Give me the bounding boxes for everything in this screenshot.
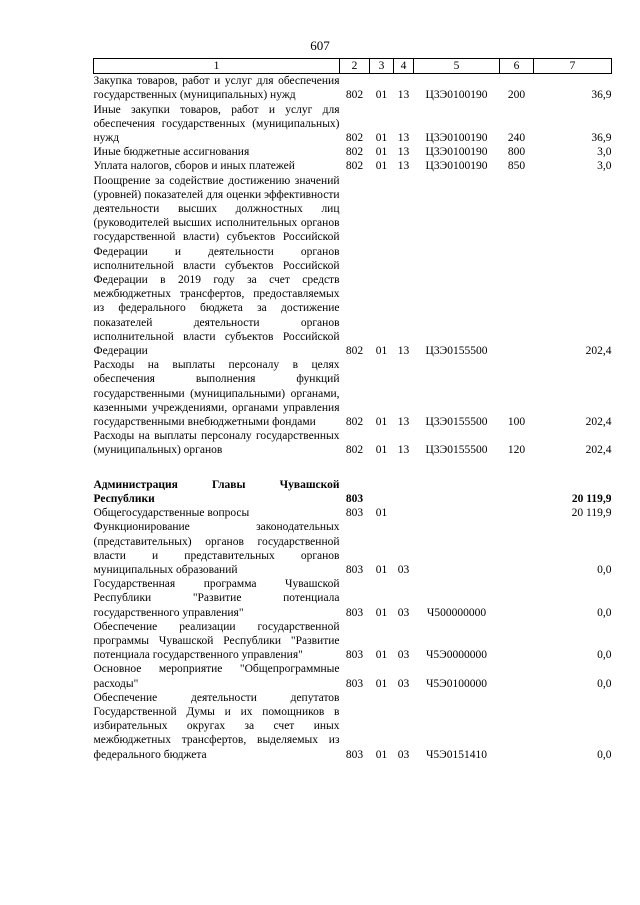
- expense-type-code: [500, 520, 534, 577]
- ministry-code: 803: [345, 507, 364, 520]
- amount-value: 0,0: [597, 748, 612, 761]
- column-header: 2: [340, 59, 370, 74]
- subsection-code: 13: [397, 160, 410, 173]
- table-body: [94, 74, 612, 762]
- row-name: Функционирование законодательных (представительных) органов государственной власти и представительных органов муниципальных образований: [93, 521, 340, 576]
- ministry-code: 803: [345, 677, 364, 690]
- ministry-code: 802: [345, 345, 364, 358]
- spacer-row: [94, 458, 612, 478]
- row-name: Обеспечение деятельности депутатов Государственной Думы и их помощников в избирательных округах за счет иных межбюджетных трансфертов, выделяемых из федерального бюджета: [93, 691, 340, 761]
- expense-type-code: 120: [507, 444, 526, 457]
- row-name: Обеспечение реализации государственной программы Чувашской Республики "Развитие потенциала государственного управления": [93, 620, 340, 662]
- target-article-code: Ч5Э0000000: [425, 649, 488, 662]
- column-header: 5: [414, 59, 500, 74]
- expense-type-code: [500, 691, 534, 762]
- amount-value: 36,9: [591, 132, 612, 145]
- table-row: [94, 74, 612, 103]
- subsection-code: 03: [397, 606, 410, 619]
- target-article-code: [414, 478, 500, 506]
- table-header-row: [94, 59, 612, 74]
- section-code: 01: [375, 649, 388, 662]
- target-article-code: Ц3Э0100190: [425, 89, 488, 102]
- target-article-code: Ч500000000: [426, 606, 487, 619]
- section-code: 01: [375, 606, 388, 619]
- target-article-code: Ц3Э0100190: [425, 132, 488, 145]
- section-code: 01: [375, 563, 388, 576]
- expense-type-code: [500, 577, 534, 620]
- subsection-code: 13: [397, 132, 410, 145]
- expense-type-code: 200: [507, 89, 526, 102]
- target-article-code: Ц3Э0155500: [425, 416, 488, 429]
- table-row: [94, 358, 612, 429]
- section-code: 01: [375, 132, 388, 145]
- row-name: Иные бюджетные ассигнования: [93, 146, 250, 159]
- subsection-code: 03: [397, 677, 410, 690]
- section-code: 01: [375, 444, 388, 457]
- subsection-code: 03: [397, 563, 410, 576]
- row-name: Иные закупки товаров, работ и услуг для обеспечения государственных (муниципальных) нужд: [93, 103, 340, 145]
- subsection-code: [394, 478, 414, 506]
- target-article-code: Ч5Э0151410: [425, 748, 488, 761]
- target-article-code: [414, 506, 500, 520]
- amount-value: 0,0: [597, 563, 612, 576]
- row-name: Администрация Главы Чувашской Республики: [93, 478, 340, 505]
- table-row: [94, 506, 612, 520]
- amount-value: 202,4: [585, 345, 612, 358]
- subsection-code: 03: [397, 748, 410, 761]
- amount-value: 0,0: [597, 677, 612, 690]
- table-row: [94, 145, 612, 159]
- ministry-code: 802: [345, 146, 364, 159]
- amount-value: 3,0: [597, 146, 612, 159]
- target-article-code: Ц3Э0155500: [425, 345, 488, 358]
- table-row: [94, 429, 612, 457]
- expense-type-code: [500, 662, 534, 690]
- table-row: [94, 520, 612, 577]
- section-code: 01: [375, 677, 388, 690]
- section-code: 01: [375, 748, 388, 761]
- table-row: [94, 174, 612, 359]
- ministry-code: 802: [345, 444, 364, 457]
- table-row: [94, 577, 612, 620]
- ministry-code: 803: [345, 492, 364, 505]
- amount-value: 0,0: [597, 606, 612, 619]
- expense-type-code: 850: [507, 160, 526, 173]
- ministry-code: 803: [345, 649, 364, 662]
- spacer-cell: [94, 458, 612, 478]
- amount-value: 202,4: [585, 416, 612, 429]
- row-name: Уплата налогов, сборов и иных платежей: [93, 160, 295, 173]
- table-row: [94, 662, 612, 690]
- row-name: Государственная программа Чувашской Республики "Развитие потенциала государственного управления": [93, 578, 340, 619]
- row-name: Поощрение за содействие достижению значений (уровней) показателей для оценки эффективности деятельности высших должностных лиц (руководителей высших исполнительных органов государственной власти) субъектов Российской Федерации и деятельности органов исполнительной власти субъектов Российской Федерации в 2019 году за счет средств межбюджетных трансфертов, предоставляемых из федерального бюджета за достижение показателей деятельности органов исполнительной власти субъектов Российской Федерации: [93, 174, 340, 358]
- section-code: [370, 478, 394, 506]
- expense-type-code: 240: [507, 132, 526, 145]
- row-name: Расходы на выплаты персоналу государственных (муниципальных) органов: [93, 430, 340, 457]
- expense-type-code: [500, 174, 534, 359]
- subsection-code: 13: [397, 444, 410, 457]
- expense-type-code: [500, 478, 534, 506]
- expense-type-code: [500, 506, 534, 520]
- subsection-code: 13: [397, 146, 410, 159]
- target-article-code: Ц3Э0100190: [425, 160, 488, 173]
- row-name: Расходы на выплаты персоналу в целях обеспечения выполнения функций государственными (муниципальными) органами, казенными учреждениями, органами управления государственными внебюджетными фондами: [93, 359, 340, 429]
- amount-value: 20 119,9: [571, 492, 612, 505]
- expense-type-code: 800: [507, 146, 526, 159]
- amount-value: 202,4: [585, 444, 612, 457]
- amount-value: 36,9: [591, 89, 612, 102]
- target-article-code: Ц3Э0100190: [425, 146, 488, 159]
- ministry-code: 803: [345, 563, 364, 576]
- section-code: 01: [375, 146, 388, 159]
- budget-table: [93, 58, 612, 762]
- subsection-code: 13: [397, 345, 410, 358]
- table-row: [94, 159, 612, 173]
- table-row: [94, 620, 612, 663]
- table-row: [94, 478, 612, 506]
- row-name: Закупка товаров, работ и услуг для обеспечения государственных (муниципальных) нужд: [93, 75, 340, 102]
- target-article-code: [414, 520, 500, 577]
- ministry-code: 802: [345, 132, 364, 145]
- section-code: 01: [375, 416, 388, 429]
- ministry-code: 802: [345, 89, 364, 102]
- subsection-code: [394, 506, 414, 520]
- column-header: 1: [94, 59, 340, 74]
- page-number: 607: [310, 38, 330, 53]
- row-name: Основное мероприятие "Общепрограммные расходы": [93, 663, 340, 690]
- ministry-code: 802: [345, 160, 364, 173]
- section-code: 01: [375, 89, 388, 102]
- target-article-code: Ч5Э0100000: [425, 677, 488, 690]
- ministry-code: 803: [345, 748, 364, 761]
- subsection-code: 13: [397, 416, 410, 429]
- subsection-code: 03: [397, 649, 410, 662]
- ministry-code: 803: [345, 606, 364, 619]
- column-header: 6: [500, 59, 534, 74]
- expense-type-code: 100: [507, 416, 526, 429]
- column-header: 3: [370, 59, 394, 74]
- section-code: 01: [375, 160, 388, 173]
- subsection-code: 13: [397, 89, 410, 102]
- expense-type-code: [500, 620, 534, 663]
- amount-value: 20 119,9: [571, 507, 612, 520]
- target-article-code: Ц3Э0155500: [425, 444, 488, 457]
- amount-value: 0,0: [597, 649, 612, 662]
- row-name: Общегосударственные вопросы: [93, 507, 250, 520]
- section-code: 01: [375, 345, 388, 358]
- section-code: 01: [375, 507, 388, 520]
- column-header: 4: [394, 59, 414, 74]
- column-header: 7: [534, 59, 612, 74]
- table-row: [94, 103, 612, 146]
- table-row: [94, 691, 612, 762]
- amount-value: 3,0: [597, 160, 612, 173]
- ministry-code: 802: [345, 416, 364, 429]
